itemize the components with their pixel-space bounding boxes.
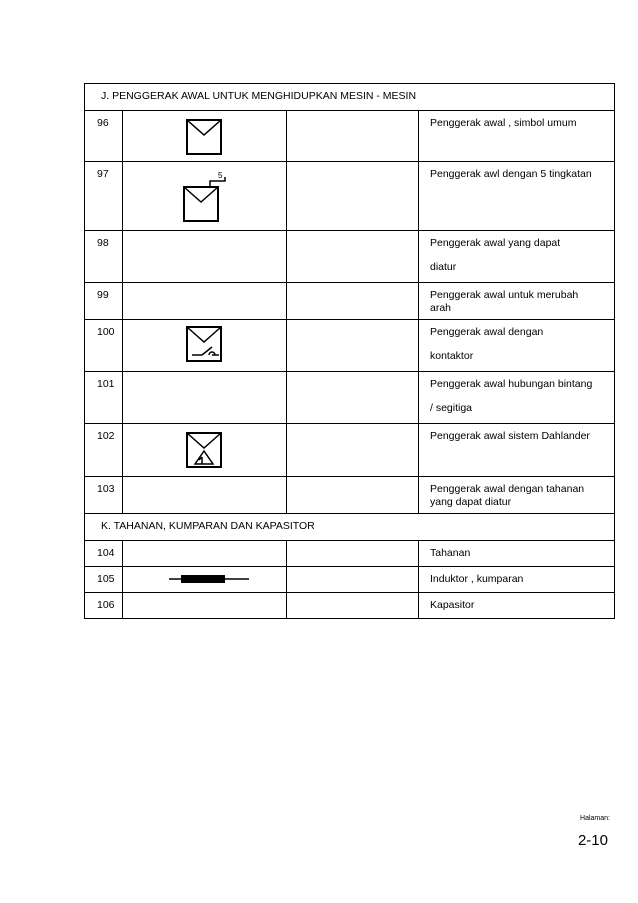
section-j-title: J. PENGGERAK AWAL UNTUK MENGHIDUPKAN MESIN - MESIN (85, 84, 615, 111)
description-line: Penggerak awal untuk merubah (430, 289, 579, 301)
description-line: Penggerak awal sistem Dahlander (430, 430, 590, 442)
description-line: Tahanan (430, 547, 471, 559)
symbol-cell (123, 231, 287, 283)
section-header-row (85, 84, 615, 111)
blank-cell (287, 320, 419, 372)
symbol-cell (123, 567, 287, 593)
starter-contactor-icon (186, 326, 222, 362)
table-row (85, 320, 615, 372)
symbol-cell (123, 424, 287, 477)
table-row (85, 424, 615, 477)
row-number: 105 (85, 567, 123, 593)
table-row (85, 541, 615, 567)
step-count-label: 5 (218, 171, 223, 180)
row-number: 96 (85, 111, 123, 162)
row-number: 98 (85, 231, 123, 283)
blank-cell (287, 593, 419, 619)
description-line: Penggerak awal , simbol umum (430, 117, 577, 129)
description-line: Kapasitor (430, 599, 475, 611)
description-line-2: / segitiga (430, 402, 473, 414)
description-cell (419, 541, 615, 567)
symbol-cell (123, 541, 287, 567)
description-line: Penggerak awl dengan 5 tingkatan (430, 168, 592, 180)
symbol-table (84, 83, 615, 619)
description-line-2: arah (430, 302, 452, 314)
table-row (85, 283, 615, 320)
description-cell (419, 283, 615, 320)
table-row (85, 372, 615, 424)
description-cell (419, 567, 615, 593)
blank-cell (287, 111, 419, 162)
blank-cell (287, 283, 419, 320)
symbol-cell (123, 283, 287, 320)
blank-cell (287, 477, 419, 514)
description-cell (419, 320, 615, 372)
symbol-cell (123, 372, 287, 424)
blank-cell (287, 372, 419, 424)
description-line: Induktor , kumparan (430, 573, 524, 585)
description-line-2: kontaktor (430, 350, 474, 362)
page-number: 2-10 (577, 832, 608, 849)
symbol-cell (123, 593, 287, 619)
row-number: 103 (85, 477, 123, 514)
blank-cell (287, 541, 419, 567)
description-cell (419, 424, 615, 477)
starter-5-step-icon (183, 168, 233, 226)
table-row (85, 231, 615, 283)
symbol-cell (123, 162, 287, 231)
table-row (85, 567, 615, 593)
description-cell (419, 372, 615, 424)
row-number: 102 (85, 424, 123, 477)
blank-cell (287, 424, 419, 477)
row-number: 97 (85, 162, 123, 231)
description-cell (419, 477, 615, 514)
row-number: 106 (85, 593, 123, 619)
section-k-title: K. TAHANAN, KUMPARAN DAN KAPASITOR (85, 514, 615, 541)
symbol-cell (123, 320, 287, 372)
row-number: 100 (85, 320, 123, 372)
table-row (85, 111, 615, 162)
blank-cell (287, 567, 419, 593)
description-line-2: diatur (430, 261, 457, 273)
inductor-icon (169, 573, 249, 585)
description-cell (419, 162, 615, 231)
description-cell (419, 593, 615, 619)
page-footer-label: Halaman: (580, 815, 610, 822)
blank-cell (287, 231, 419, 283)
table-row (85, 477, 615, 514)
symbol-cell (123, 477, 287, 514)
row-number: 99 (85, 283, 123, 320)
row-number: 101 (85, 372, 123, 424)
blank-cell (287, 162, 419, 231)
table-row (85, 593, 615, 619)
description-line: Penggerak awal dengan tahanan (430, 483, 585, 495)
description-line: Penggerak awal yang dapat (430, 237, 561, 249)
table-row (85, 162, 615, 231)
starter-dahlander-icon (186, 432, 222, 468)
row-number: 104 (85, 541, 123, 567)
description-line: Penggerak awal hubungan bintang (430, 378, 593, 390)
symbol-cell (123, 111, 287, 162)
description-line-2: yang dapat diatur (430, 496, 512, 508)
description-line: Penggerak awal dengan (430, 326, 544, 338)
description-cell (419, 111, 615, 162)
section-header-row (85, 514, 615, 541)
description-cell (419, 231, 615, 283)
starter-box-icon (186, 119, 222, 155)
